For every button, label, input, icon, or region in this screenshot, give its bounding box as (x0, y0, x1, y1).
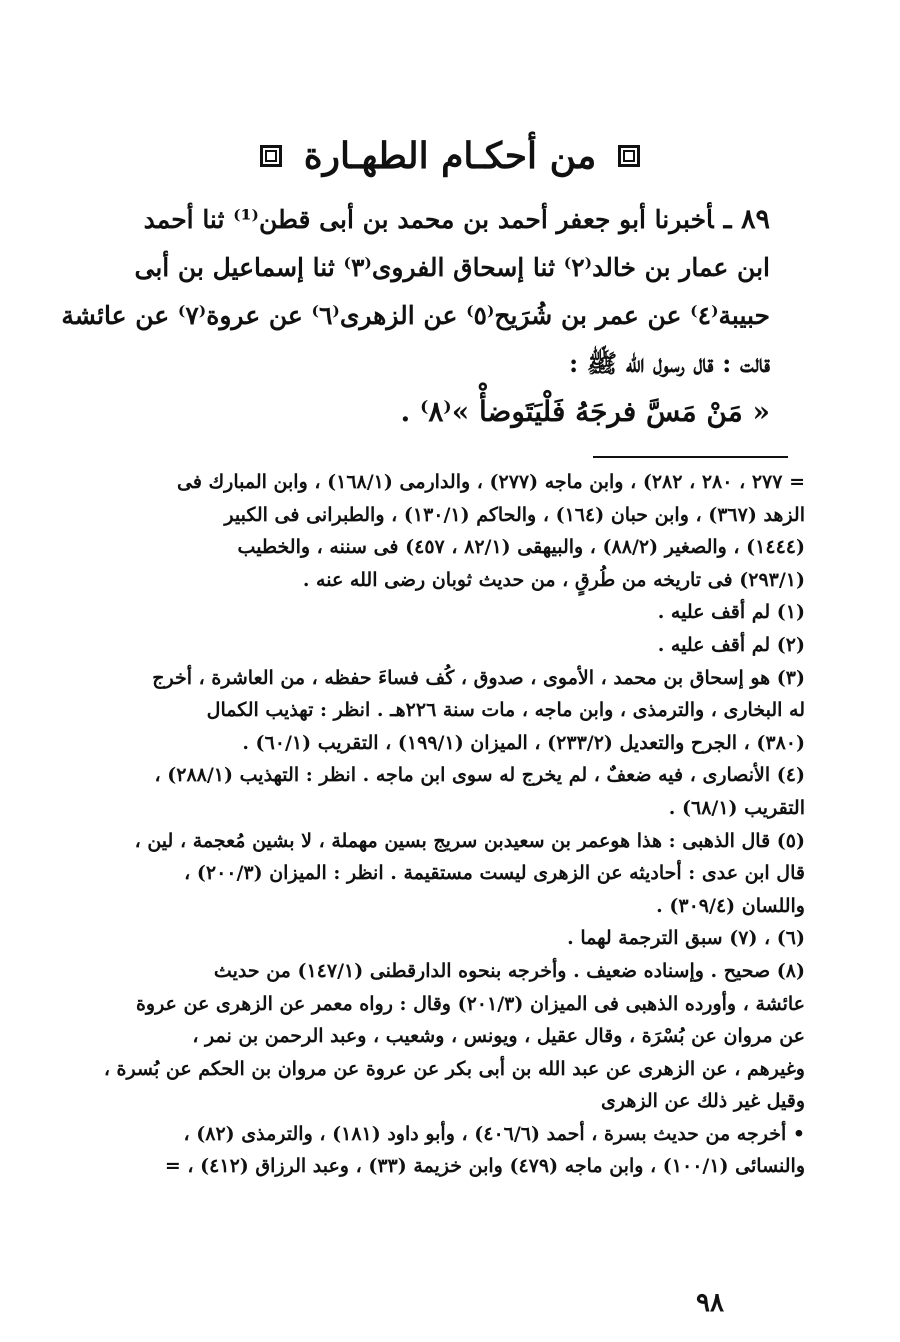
footnote-line: والنسائى (١٠٠/١) ، وابن ماجه (٤٧٩) وابن خزيمة (٣٣) ، وعبد الرزاق (٤١٢) ، = (164, 1155, 805, 1178)
hadith-line: ٨٩ ـأخبرنا أبو جعفر أحمد بن محمد بن أبى قطن⁽¹⁾ ثنا أحمد (143, 204, 770, 235)
footnote-line: (١٤٤٤) ، والصغير (٨٨/٢) ، والبيهقى (٨٢/١ ، ٤٥٧) فى سننه ، والخطيب (237, 536, 805, 559)
footnote-line: (٢٩٣/١) فى تاريخه من طُرقٍ ، من حديث ثوبان رضى الله عنه . (302, 568, 805, 591)
hadith-line: حبيبة⁽٤⁾ عن عمر بن شُرَيح⁽٥⁾ عن الزهرى⁽٦⁾ عن عروة⁽٧⁾ عن عائشة (61, 301, 770, 330)
footnote-line: (٣٨٠) ، الجرح والتعديل (٢٣٣/٢) ، الميزان (١٩٩/١) ، التقريب (٦٠/١) . (242, 731, 805, 754)
footnote-line: (١) لم أقف عليه . (657, 601, 805, 624)
footnote-line: التقريب (٦٨/١) . (668, 796, 805, 819)
section-title: من أحكـام الطهـارة (303, 135, 597, 177)
footnote-line: وغيرهم ، عن الزهرى عن عبد الله بن أبى بكر عن عروة عن مروان بن الحكم عن بُسرة ، (103, 1057, 805, 1080)
footnotes (105, 466, 805, 1183)
section-heading (240, 128, 660, 184)
box-ornament-icon (618, 145, 640, 167)
footnote-line: = ٢٧٧ ، ٢٨٠ ، ٢٨٢) ، وابن ماجه (٢٧٧) ، والدارمى (١٦٨/١) ، وابن المبارك فى (176, 471, 805, 493)
footnote-line: (٤) الأنصارى ، فيه ضعفٌ ، لم يخرج له سوى ابن ماجه . انظر : التهذيب (٢٨٨/١) ، (154, 764, 805, 787)
footnote-line: (٥) قال الذهبى : هذا هوعمر بن سعيدبن سريج بسين مهملة ، لا بشين مُعجمة ، لين ، (134, 829, 805, 852)
footnote-line: عائشة ، وأورده الذهبى فى الميزان (٢٠١/٣) وقال : رواه معمر عن الزهرى عن عروة (135, 992, 805, 1015)
footnote-separator (593, 456, 788, 458)
footnote-line: عن مروان عن بُسْرَة ، وقال عقيل ، ويونس ، وشعيب ، وعبد الرحمن بن نمر ، (192, 1025, 805, 1048)
footnote-line: قال ابن عدى : أحاديثه عن الزهرى ليست مستقيمة . انظر : الميزان (٢٠٠/٣) ، (184, 862, 805, 885)
page-number: ٩٨ (696, 1288, 724, 1318)
footnote-line: (٦) ، (٧) سبق الترجمة لهما . (567, 927, 805, 950)
footnote-line: له البخارى ، والترمذى ، وابن ماجه ، مات سنة ٢٢٦هـ . انظر : تهذيب الكمال (206, 699, 805, 722)
footnote-line: الزهد (٣٦٧) ، وابن حبان (١٦٤) ، والحاكم (١٣٠/١) ، والطبرانى فى الكبير (224, 503, 805, 526)
hadith-quote: « مَنْ مَسَّ فرجَهُ فَلْيَتَوضأْ »⁽٨⁾ . (400, 395, 770, 428)
hadith-number: ٨٩ ـ (723, 204, 770, 235)
footnote-line: (٢) لم أقف عليه . (657, 633, 805, 656)
footnote-line: • أخرجه من حديث بسرة ، أحمد (٤٠٦/٦) ، وأبو داود (١٨١) ، والترمذى (٨٢) ، (183, 1122, 805, 1145)
hadith-line: قالت : قال رسول الله ﷺ : (568, 349, 770, 378)
hadith-line: ابن عمار بن خالد⁽٢⁾ ثنا إسحاق الفروى⁽٣⁾ ثنا إسماعيل بن أبى (134, 253, 770, 282)
footnote-line: (٨) صحيح . وإسناده ضعيف . وأخرجه بنحوه الدارقطنى (١٤٧/١) من حديث (213, 959, 805, 982)
footnote-line: وقيل غير ذلك عن الزهرى (601, 1090, 805, 1113)
box-ornament-icon (260, 145, 282, 167)
hadith-text (61, 196, 770, 436)
footnote-line: واللسان (٣٠٩/٤) . (656, 894, 805, 917)
footnote-line: (٣) هو إسحاق بن محمد ، الأموى ، صدوق ، كُف فساءَ حفظه ، من العاشرة ، أخرج (152, 666, 805, 689)
